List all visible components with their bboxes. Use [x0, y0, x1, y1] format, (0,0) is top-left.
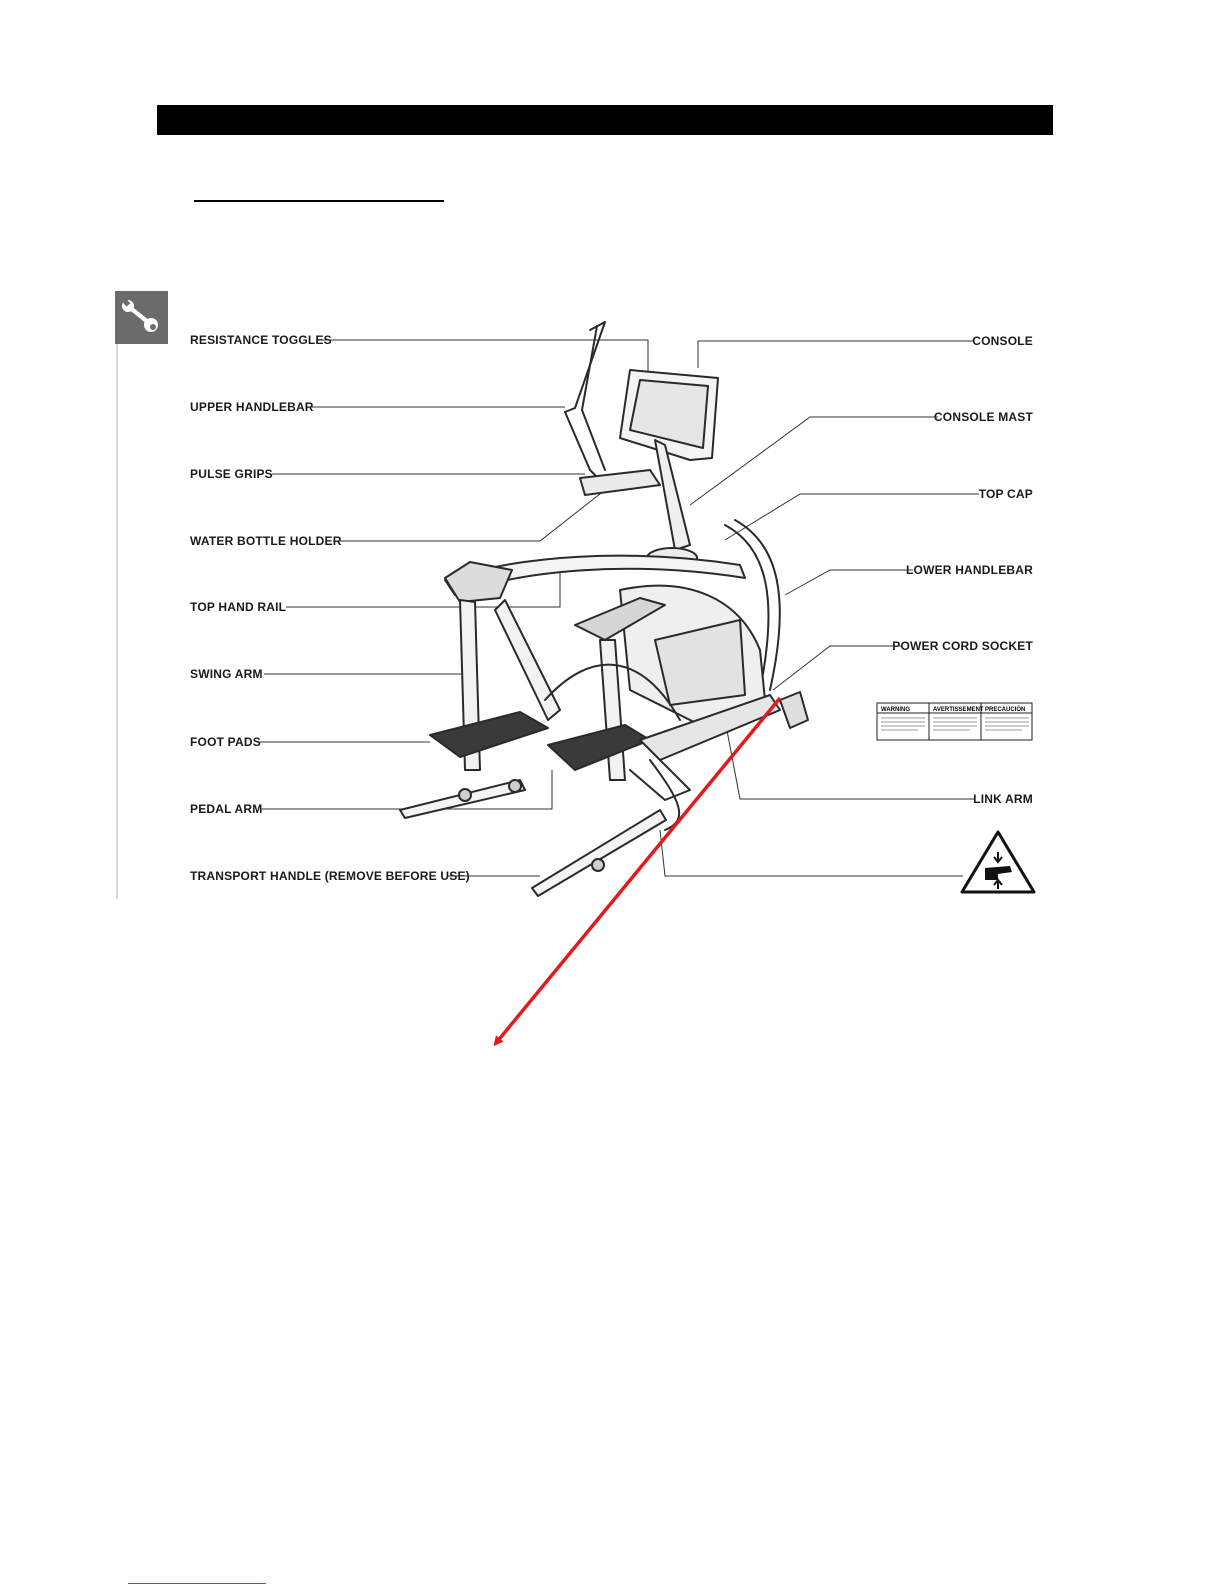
label-transport-handle: TRANSPORT HANDLE (REMOVE BEFORE USE) — [190, 869, 470, 883]
pulse-grips-shape — [580, 470, 660, 495]
pinch-hazard-icon — [962, 832, 1034, 892]
label-pulse-grips: PULSE GRIPS — [190, 467, 273, 481]
label-foot-pads: FOOT PADS — [190, 735, 261, 749]
elliptical-machine — [400, 322, 808, 896]
label-water-bottle-holder: WATER BOTTLE HOLDER — [190, 534, 342, 548]
warning-label-col1: WARNING — [881, 707, 910, 713]
label-pedal-arm: PEDAL ARM — [190, 802, 263, 816]
foot-pad-left — [430, 712, 548, 757]
power-socket-shape — [780, 692, 808, 728]
leader-power-cord-socket — [773, 646, 902, 690]
leader-lower-handlebar — [785, 570, 913, 595]
leader-water-bottle-holder — [333, 490, 605, 541]
leader-pinch-hazard — [660, 830, 963, 876]
leader-console-mast — [690, 417, 938, 505]
leader-resistance-toggles — [322, 340, 648, 420]
label-top-hand-rail: TOP HAND RAIL — [190, 600, 287, 614]
label-link-arm: LINK ARM — [973, 792, 1033, 806]
leader-console — [698, 341, 973, 368]
label-resistance-toggles: RESISTANCE TOGGLES — [190, 333, 332, 347]
label-top-cap: TOP CAP — [978, 487, 1033, 501]
annotation-arrow — [496, 698, 780, 1043]
label-console: CONSOLE — [972, 334, 1033, 348]
footer-underline — [128, 1583, 266, 1584]
label-upper-handlebar: UPPER HANDLEBAR — [190, 400, 314, 414]
warning-label-col2: AVERTISSEMENT — [933, 707, 984, 713]
warning-label-col3: PRECAUCIÓN — [985, 707, 1026, 713]
label-swing-arm: SWING ARM — [190, 667, 263, 681]
transport-handle-rear — [532, 810, 666, 896]
label-power-cord-socket: POWER CORD SOCKET — [892, 639, 1033, 653]
foot-pad-right — [548, 725, 650, 770]
leader-top-cap — [725, 494, 979, 540]
label-console-mast: CONSOLE MAST — [933, 410, 1033, 424]
label-lower-handlebar: LOWER HANDLEBAR — [906, 563, 1033, 577]
